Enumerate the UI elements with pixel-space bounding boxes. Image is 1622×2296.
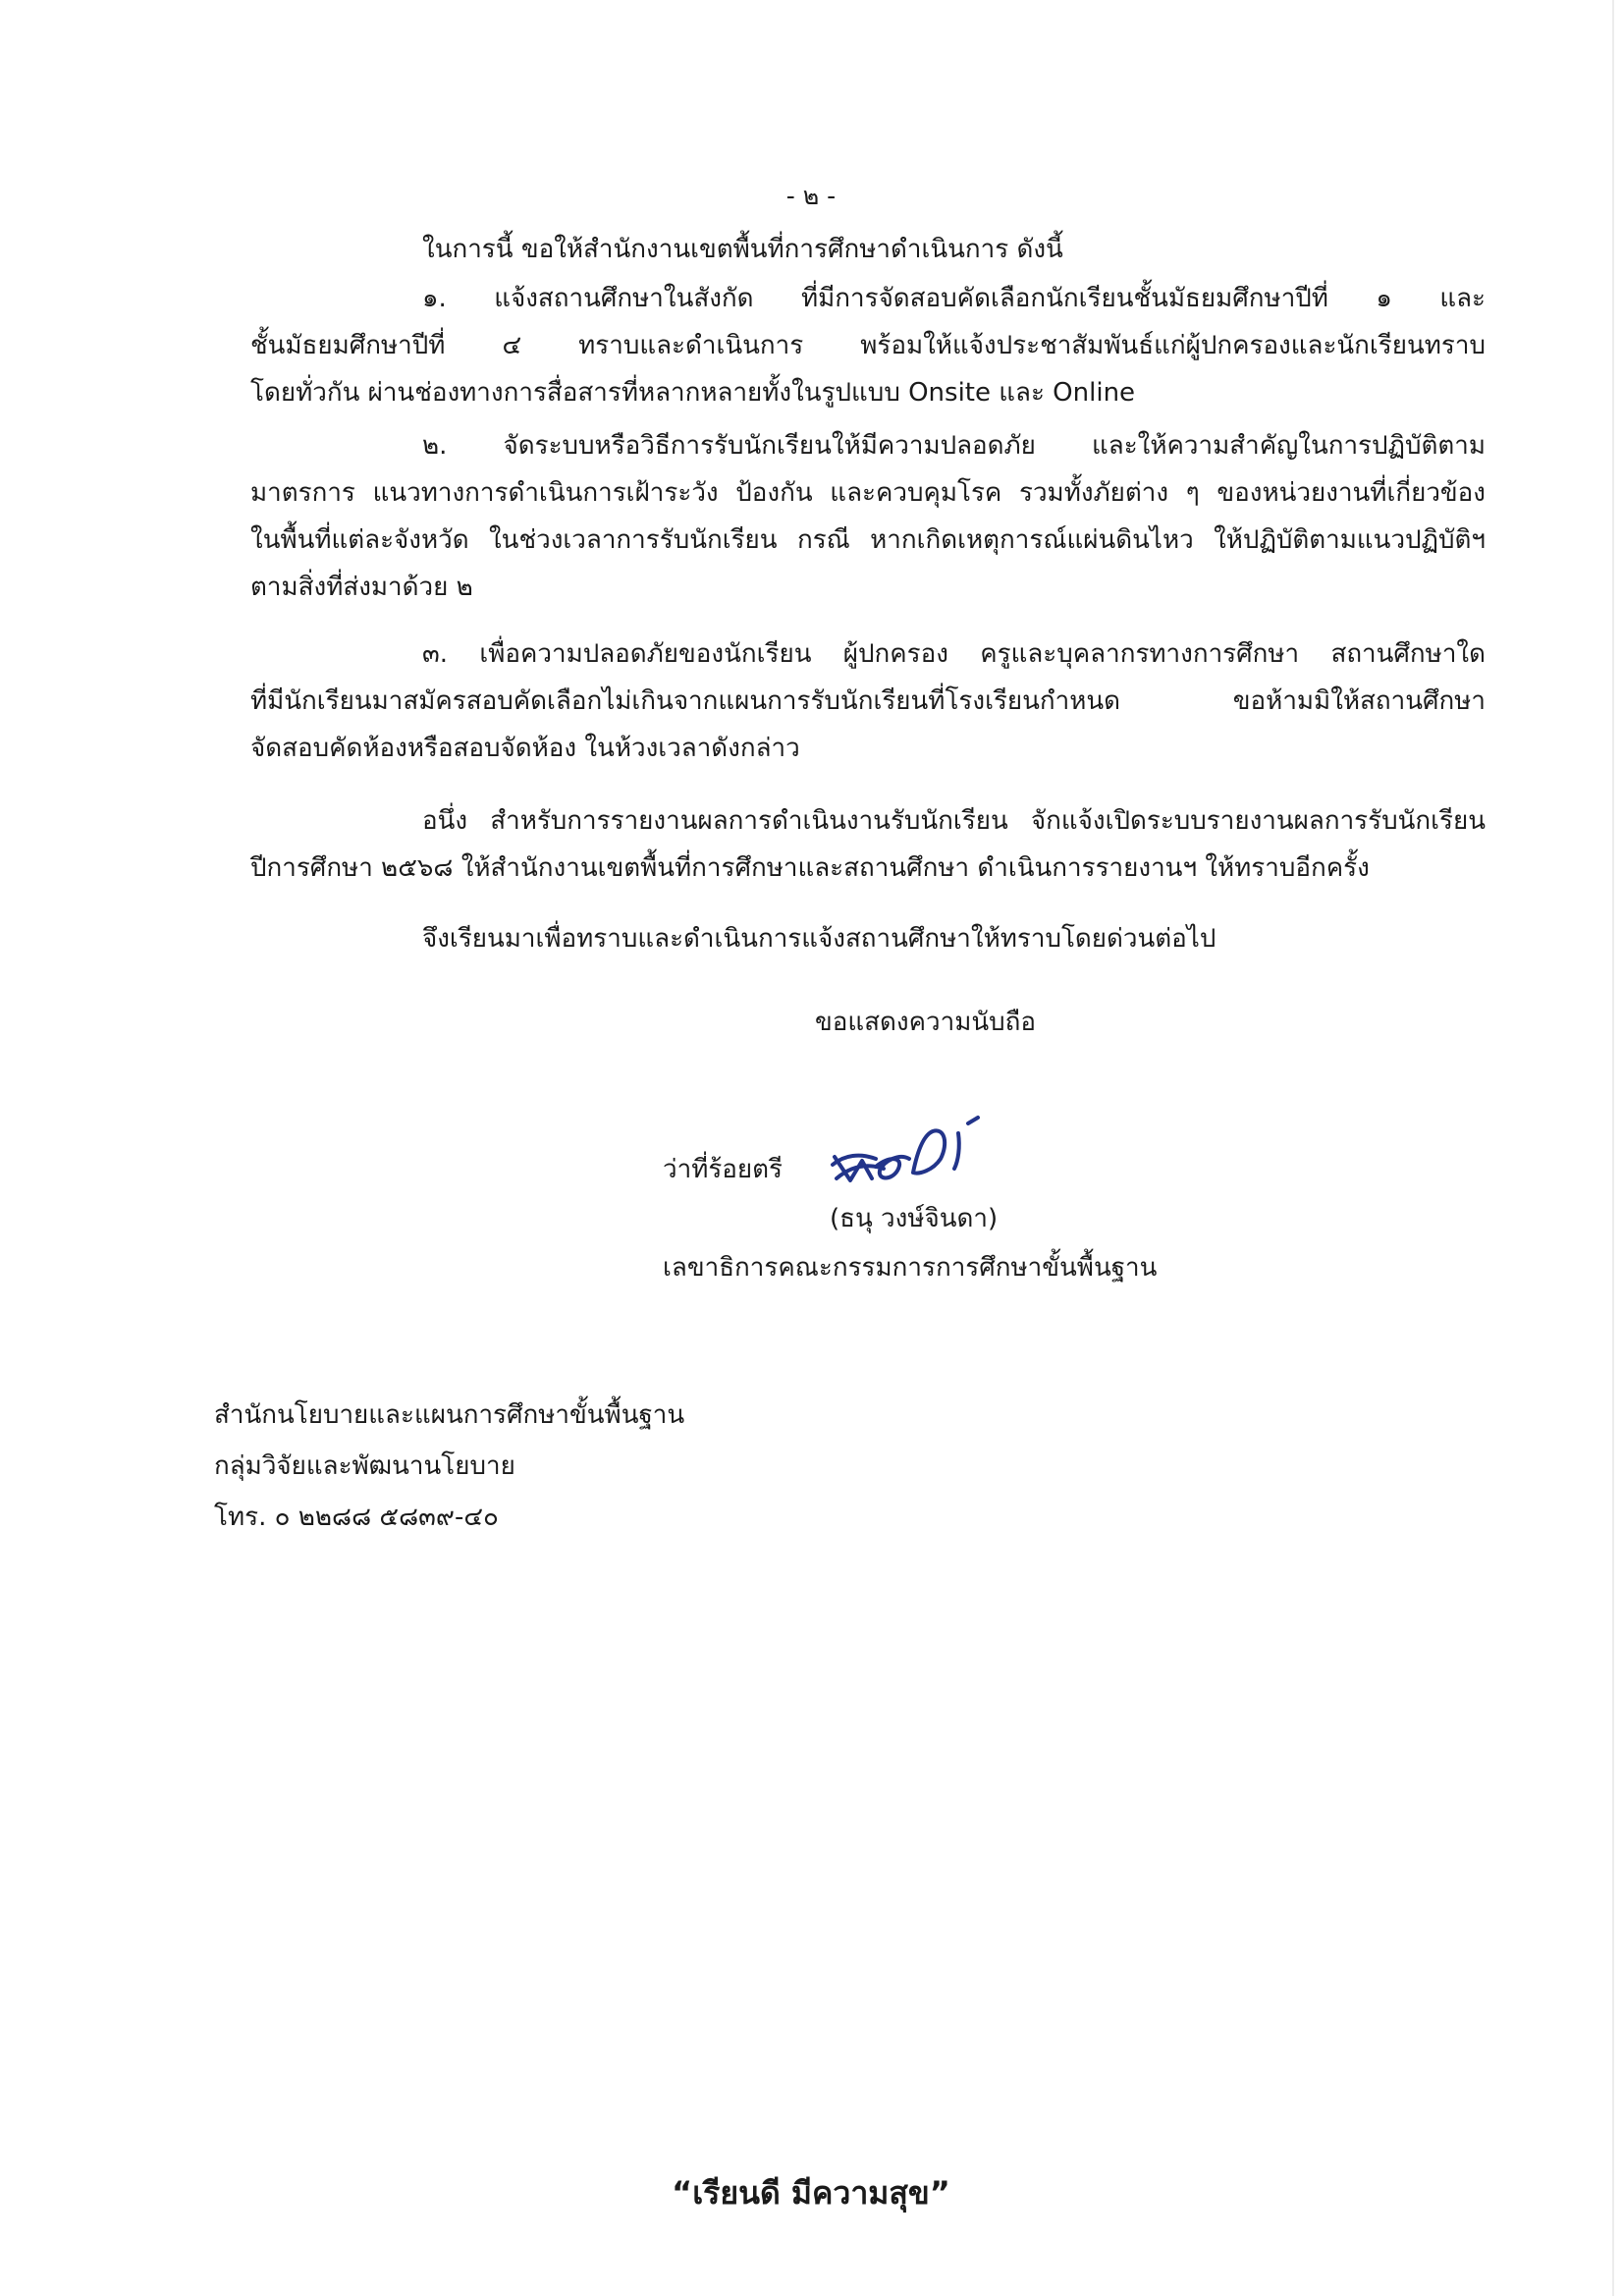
closing-line: จึงเรียนมาเพื่อทราบและดำเนินการแจ้งสถานศึกษาให้ทราบโดยด่วนต่อไป — [422, 924, 1216, 954]
item-1-line-2: ชั้นมัธยมศึกษาปีที่ ๔ ทราบและดำเนินการ พร้อมให้แจ้งประชาสัมพันธ์แก่ผู้ปกครองและนักเรียนทราบ — [250, 331, 1486, 360]
note-paragraph — [250, 797, 1486, 892]
note-line-1: อนึ่ง สำหรับการรายงานผลการดำเนินงานรับนักเรียน จักแจ้งเปิดระบบรายงานผลการรับนักเรียน — [422, 806, 1486, 836]
item-1-line-1: ๑. แจ้งสถานศึกษาในสังกัด ที่มีการจัดสอบคัดเลือกนักเรียนชั้นมัธยมศึกษาปีที่ ๑ และ — [422, 284, 1486, 313]
item-3-line-2: ที่มีนักเรียนมาสมัครสอบคัดเลือกไม่เกินจากแผนการรับนักเรียนที่โรงเรียนกำหนด ขอห้ามมิให้สถานศึกษา — [250, 686, 1486, 716]
page-number: - ๒ - — [785, 182, 837, 210]
intro-paragraph — [250, 226, 1486, 273]
item-2-line-3: ในพื้นที่แต่ละจังหวัด ในช่วงเวลาการรับนักเรียน กรณี หากเกิดเหตุการณ์แผ่นดินไหว ให้ปฏิบัติตามแนวปฏิบัติฯ — [250, 525, 1486, 555]
item-1-paragraph — [250, 275, 1486, 416]
note-line-2: ปีการศึกษา ๒๕๖๘ ให้สำนักงานเขตพื้นที่การศึกษาและสถานศึกษา ดำเนินการรายงานฯ ให้ทราบอีกครั้ง — [250, 853, 1370, 883]
regards-text: ขอแสดงความนับถือ — [815, 1008, 1036, 1037]
item-2-line-1: ๒. จัดระบบหรือวิธีการรับนักเรียนให้มีความปลอดภัย และให้ความสำคัญในการปฏิบัติตาม — [422, 431, 1486, 461]
office-group: กลุ่มวิจัยและพัฒนานโยบาย — [214, 1451, 515, 1481]
page-edge — [1612, 0, 1614, 2296]
signature-image — [815, 1110, 992, 1203]
signer-position: เลขาธิการคณะกรรมการการศึกษาขั้นพื้นฐาน — [663, 1253, 1158, 1283]
item-1-line-3: โดยทั่วกัน ผ่านช่องทางการสื่อสารที่หลากหลายทั้งในรูปแบบ Onsite และ Online — [250, 378, 1136, 408]
item-2-line-4: ตามสิ่งที่ส่งมาด้วย ๒ — [250, 573, 473, 602]
item-3-line-3: จัดสอบคัดห้องหรือสอบจัดห้อง ในห้วงเวลาดังกล่าว — [250, 734, 800, 763]
item-2-line-2: มาตรการ แนวทางการดำเนินการเฝ้าระวัง ป้องกัน และควบคุมโรค รวมทั้งภัยต่าง ๆ ของหน่วยงานที่เกี่ยวข้อง — [250, 478, 1486, 508]
item-3-line-1: ๓. เพื่อความปลอดภัยของนักเรียน ผู้ปกครอง ครูและบุคลากรทางการศึกษา สถานศึกษาใด — [422, 639, 1486, 669]
office-name: สำนักนโยบายและแผนการศึกษาขั้นพื้นฐาน — [214, 1400, 685, 1430]
signer-rank: ว่าที่ร้อยตรี — [663, 1155, 784, 1184]
office-phone: โทร. ๐ ๒๒๘๘ ๕๘๓๙-๔๐ — [214, 1503, 499, 1532]
signer-name: (ธนุ วงษ์จินดา) — [830, 1204, 999, 1233]
item-2-paragraph — [250, 422, 1486, 611]
closing-paragraph — [250, 915, 1486, 962]
item-3-paragraph — [250, 630, 1486, 772]
slogan: “เรียนดี มีความสุข” — [672, 2174, 950, 2212]
intro-line: ในการนี้ ขอให้สำนักงานเขตพื้นที่การศึกษาดำเนินการ ดังนี้ — [422, 235, 1063, 264]
